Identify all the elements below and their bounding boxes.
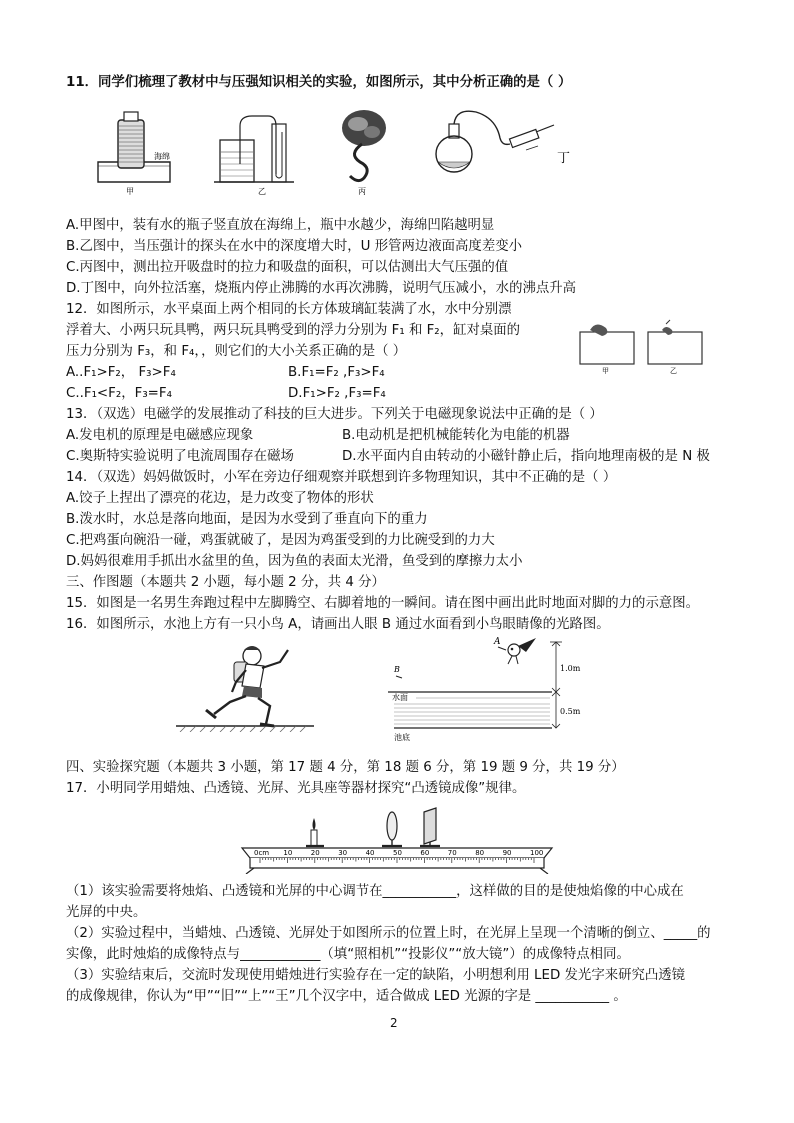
bottle-on-sponge-figure bbox=[98, 112, 170, 182]
fig-label-yi: 乙 bbox=[258, 187, 266, 196]
q13-stem: 13．（双选）电磁学的发展推动了科技的巨大进步。下列关于电磁现象说法中正确的是（ ） bbox=[66, 407, 603, 422]
bird-icon bbox=[498, 638, 536, 664]
sponge-label: 海绵 bbox=[154, 152, 170, 161]
light-screen-icon bbox=[424, 808, 436, 846]
q12-option-c: C..F₁<F₂，F₃=F₄ bbox=[66, 386, 172, 401]
tank-label-yi: 乙 bbox=[670, 367, 677, 375]
q14-option-b: B.泼水时，水总是落向地面，是因为水受到了垂直向下的重力 bbox=[66, 512, 428, 527]
q14-option-a: A.饺子上捏出了漂亮的花边，是力改变了物体的形状 bbox=[66, 491, 374, 506]
page-number: 2 bbox=[390, 1016, 398, 1030]
q14-stem: 14．（双选）妈妈做饭时，小军在旁边仔细观察并联想到许多物理知识，其中不正确的是（ ） bbox=[66, 470, 617, 485]
q12-option-b: B.F₁=F₂ ,F₃>F₄ bbox=[288, 365, 385, 380]
q17-part3-line1: （3）实验结束后，交流时发现使用蜡烛进行实验存在一定的缺陷，小明想利用 LED 发光字来研究凸透镜 bbox=[66, 968, 686, 983]
tank-label-jia: 甲 bbox=[602, 367, 609, 375]
ruler-tick-label: 60 bbox=[420, 849, 430, 857]
small-duck-icon bbox=[662, 327, 673, 335]
section-3-heading: 三、作图题（本题共 2 小题，每小题 2 分，共 4 分） bbox=[66, 575, 385, 590]
q14-option-c: C.把鸡蛋向碗沿一碰，鸡蛋就破了，是因为鸡蛋受到的力比碗受到的力大 bbox=[66, 533, 495, 548]
ruler-tick-label: 30 bbox=[338, 849, 348, 857]
pressure-gauge-figure bbox=[214, 116, 294, 182]
q17-part1-line2: 光屏的中央。 bbox=[66, 905, 147, 920]
q13-option-b: B.电动机是把机械能转化为电能的机器 bbox=[342, 428, 570, 443]
convex-lens-icon bbox=[387, 812, 397, 846]
q11-option-b: B.乙图中，当压强计的探头在水中的深度增大时，U 形管两边液面高度差变小 bbox=[66, 239, 522, 254]
q14-option-d: D.妈妈很难用手抓出水盆里的鱼，因为鱼的表面太光滑，鱼受到的摩擦力太小 bbox=[66, 554, 523, 569]
ruler-tick-label: 80 bbox=[475, 849, 485, 857]
water-surface-label: 水面 bbox=[392, 693, 408, 702]
q12-option-a: A..F₁>F₂， F₃>F₄ bbox=[66, 365, 176, 380]
q13-option-c: C.奥斯特实验说明了电流周围存在磁场 bbox=[66, 449, 294, 464]
q12-line3: 压力分别为 F₃，和 F₄，，则它们的大小关系正确的是（ ） bbox=[66, 344, 407, 359]
ruler-tick-label: 50 bbox=[393, 849, 402, 857]
section-4-heading: 四、实验探究题（本题共 3 小题，第 17 题 4 分，第 18 题 6 分，第 19 题 9 分，共 19 分） bbox=[66, 760, 625, 775]
point-a-label: A bbox=[494, 637, 501, 647]
large-duck-icon bbox=[590, 324, 607, 336]
optical-bench-figure bbox=[236, 802, 558, 874]
ruler-tick-label: 20 bbox=[310, 849, 320, 857]
q17-stem: 17．小明同学用蜡烛、凸透镜、光屏、光具座等器材探究“凸透镜成像”规律。 bbox=[66, 781, 526, 796]
q11-figures bbox=[96, 104, 606, 198]
flask-syringe-figure bbox=[436, 111, 554, 172]
q15-stem: 15．如图是一名男生奔跑过程中左脚腾空、右脚着地的一瞬间。请在图中画出此时地面对脚的力的示意图。 bbox=[66, 596, 700, 611]
q17-part2-line1: （2）实验过程中，当蜡烛、凸透镜、光屏处于如图所示的位置上时，在光屏上呈现一个清晰的倒立、_____的 bbox=[66, 926, 711, 941]
depth-label-05m: 0.5m bbox=[560, 707, 581, 716]
q12-tanks-figure bbox=[572, 318, 712, 376]
q16-stem: 16．如图所示，水池上方有一只小鸟 A，请画出人眼 B 通过水面看到小鸟眼睛像的光路图。 bbox=[66, 617, 610, 632]
ruler-tick-label: 90 bbox=[502, 849, 512, 857]
q15-runner-figure bbox=[176, 640, 316, 732]
q16-pool-figure bbox=[388, 634, 598, 746]
q17-part1-line1: （1）该实验需要将烛焰、凸透镜和光屏的中心调节在___________，这样做的目的是使烛焰像的中心成在 bbox=[66, 884, 684, 899]
fig-label-ding: 丁 bbox=[557, 151, 571, 166]
q17-part3-line2: 的成像规律，你认为“甲”“旧”“上”“王”几个汉字中，适合做成 LED 光源的字是 ___________ 。 bbox=[66, 989, 627, 1004]
ruler-tick-label: 100 bbox=[530, 849, 544, 857]
q12-line1: 12．如图所示，水平桌面上两个相同的长方体玻璃缸装满了水，水中分别漂 bbox=[66, 302, 512, 317]
fig-label-bing: 丙 bbox=[358, 187, 366, 196]
q13-option-d: D.水平面内自由转动的小磁针静止后，指向地理南极的是 N 极 bbox=[342, 449, 710, 464]
q17-part2-line2: 实像，此时烛焰的成像特点与____________（填“照相机”“投影仪”“放大镜”）的成像特点相同。 bbox=[66, 947, 630, 962]
point-b-label: B bbox=[394, 665, 400, 674]
ruler-tick-label: 70 bbox=[447, 849, 457, 857]
height-label-1m: 1.0m bbox=[560, 664, 581, 673]
candle-icon bbox=[311, 818, 317, 846]
q13-option-a: A.发电机的原理是电磁感应现象 bbox=[66, 428, 254, 443]
suction-cup-figure bbox=[342, 110, 386, 181]
fig-label-jia: 甲 bbox=[126, 187, 134, 196]
pool-bottom-label: 池底 bbox=[394, 733, 410, 742]
q11-option-d: D.丁图中，向外拉活塞，烧瓶内停止沸腾的水再次沸腾，说明气压减小，水的沸点升高 bbox=[66, 281, 577, 296]
ruler-tick-label: 10 bbox=[283, 849, 293, 857]
q11-option-c: C.丙图中，测出拉开吸盘时的拉力和吸盘的面积，可以估测出大气压强的值 bbox=[66, 260, 509, 275]
q12-line2: 浮着大、小两只玩具鸭，两只玩具鸭受到的浮力分别为 F₁ 和 F₂，缸对桌面的 bbox=[66, 323, 521, 338]
q11-option-a: A.甲图中，装有水的瓶子竖直放在海绵上，瓶中水越少，海绵凹陷越明显 bbox=[66, 218, 495, 233]
ruler-tick-label: 0cm bbox=[254, 849, 270, 857]
q12-option-d: D.F₁>F₂ ,F₃=F₄ bbox=[288, 386, 386, 401]
ruler-tick-label: 40 bbox=[365, 849, 375, 857]
q11-stem: 11．同学们梳理了教材中与压强知识相关的实验，如图所示，其中分析正确的是（ ） bbox=[66, 75, 572, 90]
